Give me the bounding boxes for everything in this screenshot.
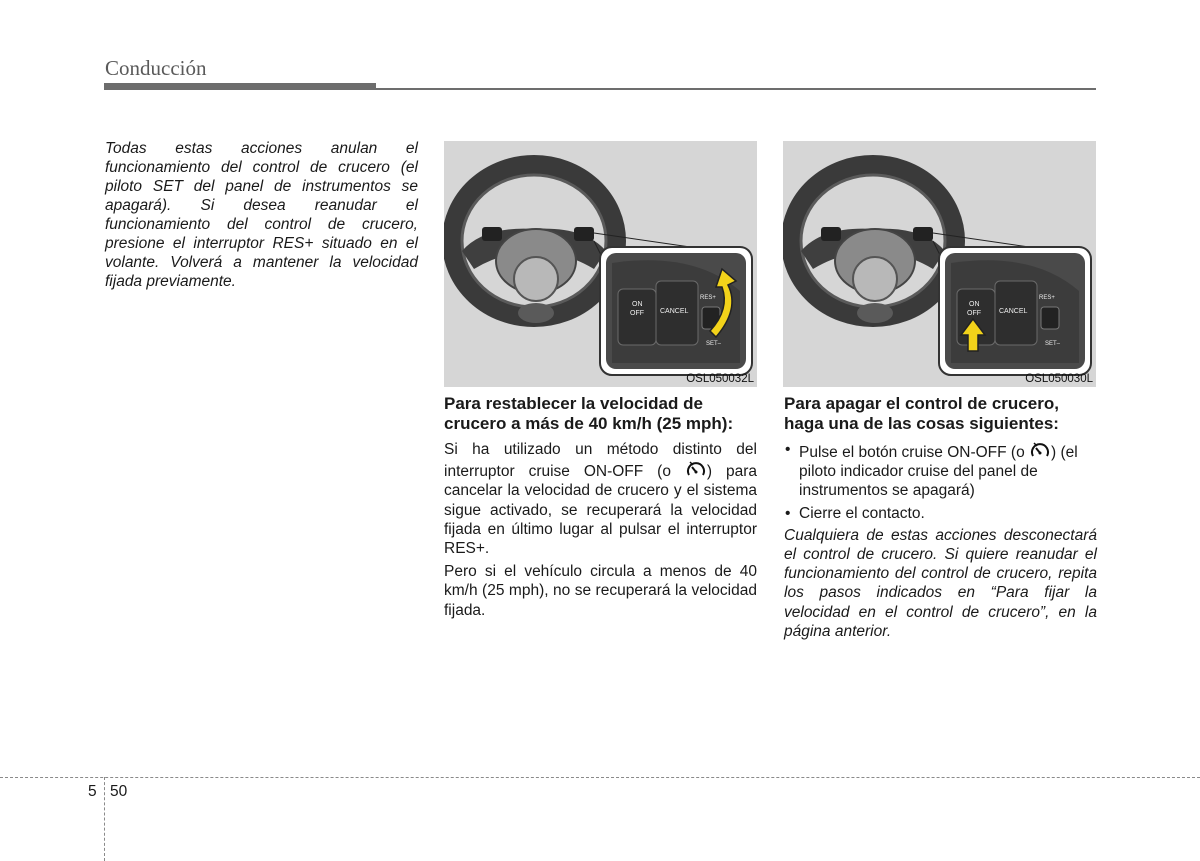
section-restore-speed [444,394,757,624]
footer-vertical-divider [104,777,105,861]
paragraph [444,440,757,558]
figure-steering-wheel-res [444,141,757,387]
off-label: OFF [967,310,981,317]
header-rule-thin [376,88,1096,90]
set-label: SET– [1045,341,1061,347]
on-label: ON [632,301,643,308]
header-rule-thick [104,83,376,90]
page-number: 50 [110,783,128,800]
cancel-label: CANCEL [999,308,1028,315]
chapter-number: 5 [88,783,97,800]
steering-wheel-illustration [444,141,757,387]
paragraph: Pero si el vehículo circula a menos de 40 km/h (25 mph), no se recuperará la velocidad fijada. [444,563,757,619]
list-item-text: Cierre el contacto. [799,504,925,522]
cruise-control-icon [1029,440,1051,462]
res-label: RES+ [700,295,716,301]
off-label: OFF [630,310,644,317]
section-heading: Para apagar el control de crucero, haga una de las cosas siguientes: [784,394,1059,433]
paragraph: Cualquiera de estas acciones desconectará el control de crucero. Si quiere reanudar el funcionamiento del control de crucero, repita los pasos indicados en “Para fijar la velocidad en el control de crucero”, en la página anterior. [784,526,1097,640]
steering-wheel-illustration [783,141,1096,387]
bullet: • [785,441,791,458]
bullet: • [785,504,791,522]
footer-divider [0,777,1200,778]
figure-steering-wheel-onoff [783,141,1096,387]
left-column-text: Todas estas acciones anulan el funcionamiento del control de crucero (el piloto SET del panel de instrumentos se apagará). Si desea reanudar el funcionamiento del control de crucero, presione el interruptor RES+ situado en el volante. Volverá a mantener la velocidad fijada previamente. [105,140,418,290]
paragraph-text: ) para cancelar la velocidad de crucero y el sistema sigue activado, se recuperará la velocidad fijada en último lugar al pulsar el interruptor RES+. [444,463,758,558]
set-label: SET– [706,341,722,347]
cancel-label: CANCEL [660,308,689,315]
res-label: RES+ [1039,295,1055,301]
on-label: ON [969,301,980,308]
list-item-text: Pulse el botón cruise ON-OFF (o [799,444,1029,461]
list-item-text: ) (el piloto indicador cruise del panel de instrumentos se apagará) [799,444,1078,500]
section-turn-off-cruise [784,394,1097,645]
paragraph-text: Si ha utilizado un método distinto del interruptor cruise ON-OFF (o [444,441,757,481]
figure-code: OSL050032L [686,373,754,385]
cruise-control-icon [685,459,707,481]
list-item [784,440,1097,501]
figure-code: OSL050030L [1025,373,1093,385]
section-heading: Para restablecer la velocidad de crucero a más de 40 km/h (25 mph): [444,394,734,433]
bullet-list [784,440,1097,523]
page-header-title: Conducción [105,56,207,80]
list-item [784,504,1097,523]
